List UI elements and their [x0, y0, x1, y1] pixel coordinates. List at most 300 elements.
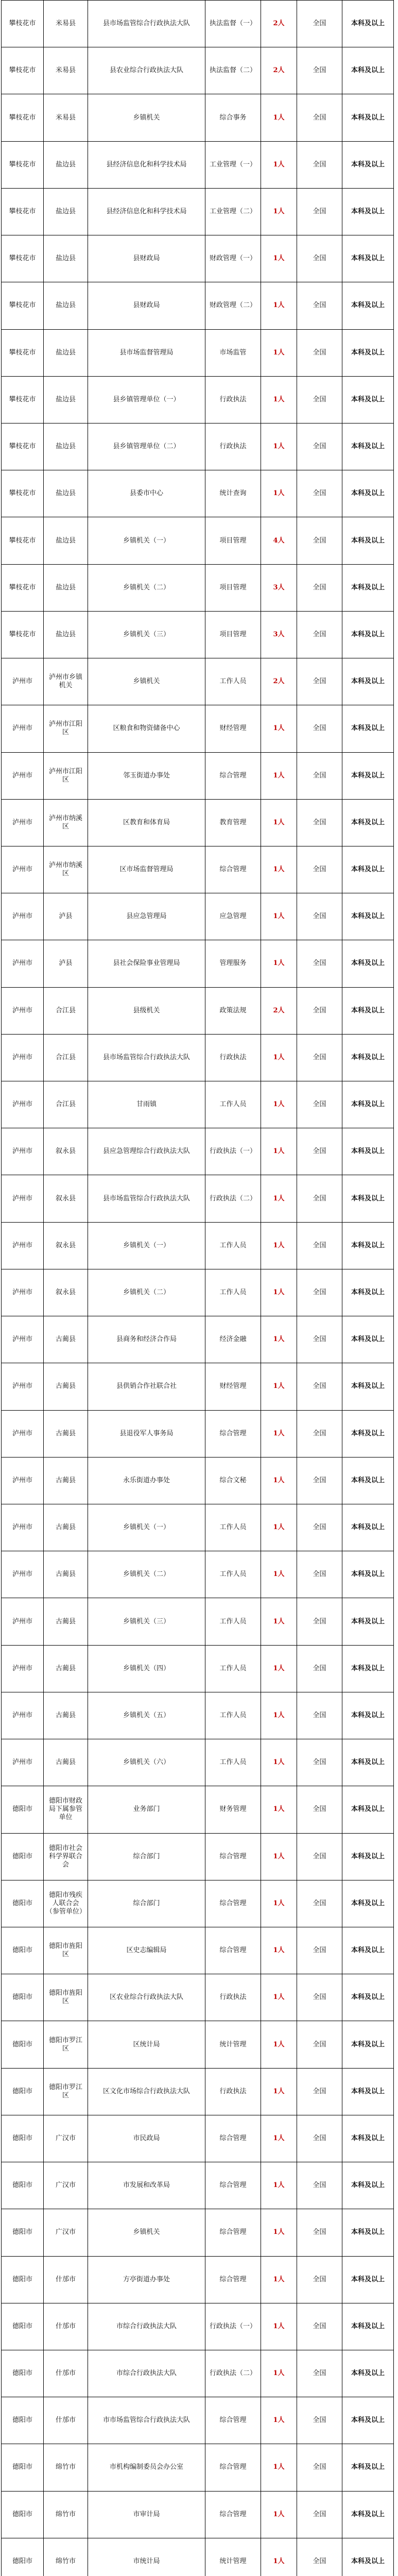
scope-cell: 全国: [297, 1034, 342, 1081]
district-cell: 合江县: [44, 1034, 88, 1081]
city-cell: 攀枝花市: [2, 94, 44, 141]
city-cell: 泸州市: [2, 940, 44, 987]
district-cell: 泸州市纳溪区: [44, 846, 88, 893]
position-cell: 综合管理: [205, 2491, 261, 2538]
table-row: [2, 1316, 394, 1363]
scope-cell: 全国: [297, 2256, 342, 2303]
unit-cell: 乡镇机关（三）: [88, 611, 205, 658]
unit-cell: 综合部门: [88, 1833, 205, 1880]
table-row: [2, 1457, 394, 1504]
city-cell: 德阳市: [2, 2444, 44, 2491]
count-cell: 1人: [261, 329, 297, 376]
unit-cell: 县市场监督管理局: [88, 329, 205, 376]
count-cell: 2人: [261, 658, 297, 705]
education-cell: 本科及以上: [342, 1222, 394, 1269]
count-cell: 1人: [261, 376, 297, 423]
education-cell: 本科及以上: [342, 282, 394, 329]
count-cell: 1人: [261, 1833, 297, 1880]
education-cell: 本科及以上: [342, 658, 394, 705]
unit-cell: 市机构编制委员会办公室: [88, 2444, 205, 2491]
district-cell: 古蔺县: [44, 1645, 88, 1692]
education-cell: 本科及以上: [342, 2444, 394, 2491]
count-cell: 4人: [261, 517, 297, 564]
education-cell: 本科及以上: [342, 2068, 394, 2115]
count-cell: 1人: [261, 1081, 297, 1128]
table-row: [2, 2115, 394, 2162]
scope-cell: 全国: [297, 188, 342, 235]
unit-cell: 县市场监管综合行政执法大队: [88, 1, 205, 47]
unit-cell: 乡镇机关（六）: [88, 1739, 205, 1786]
table-row: [2, 329, 394, 376]
district-cell: 泸州市江阳区: [44, 705, 88, 752]
city-cell: 攀枝花市: [2, 188, 44, 235]
scope-cell: 全国: [297, 2162, 342, 2209]
city-cell: 攀枝花市: [2, 282, 44, 329]
scope-cell: 全国: [297, 2397, 342, 2444]
district-cell: 泸县: [44, 940, 88, 987]
district-cell: 绵竹市: [44, 2491, 88, 2538]
district-cell: 广汉市: [44, 2162, 88, 2209]
district-cell: 德阳市旌阳区: [44, 1974, 88, 2021]
education-cell: 本科及以上: [342, 94, 394, 141]
unit-cell: 区统计局: [88, 2021, 205, 2068]
education-cell: 本科及以上: [342, 1410, 394, 1457]
count-cell: 1人: [261, 752, 297, 799]
district-cell: 盐边县: [44, 564, 88, 611]
scope-cell: 全国: [297, 1645, 342, 1692]
count-cell: 1人: [261, 1974, 297, 2021]
education-cell: 本科及以上: [342, 1786, 394, 1833]
unit-cell: 业务部门: [88, 1786, 205, 1833]
count-cell: 1人: [261, 2068, 297, 2115]
education-cell: 本科及以上: [342, 893, 394, 940]
table-row: [2, 658, 394, 705]
city-cell: 泸州市: [2, 1551, 44, 1598]
scope-cell: 全国: [297, 282, 342, 329]
count-cell: 1人: [261, 1222, 297, 1269]
count-cell: 1人: [261, 2397, 297, 2444]
count-cell: 1人: [261, 1316, 297, 1363]
district-cell: 合江县: [44, 1081, 88, 1128]
unit-cell: 区文化市场综合行政执法大队: [88, 2068, 205, 2115]
city-cell: 泸州市: [2, 1504, 44, 1551]
district-cell: 什邡市: [44, 2256, 88, 2303]
city-cell: 泸州市: [2, 799, 44, 846]
position-cell: 行政执法: [205, 423, 261, 470]
table-row: [2, 470, 394, 517]
position-cell: 综合管理: [205, 1410, 261, 1457]
unit-cell: 县委市中心: [88, 470, 205, 517]
scope-cell: 全国: [297, 799, 342, 846]
scope-cell: 全国: [297, 564, 342, 611]
scope-cell: 全国: [297, 1316, 342, 1363]
city-cell: 泸州市: [2, 1645, 44, 1692]
count-cell: 1人: [261, 2115, 297, 2162]
unit-cell: 市综合行政执法大队: [88, 2350, 205, 2397]
city-cell: 泸州市: [2, 1175, 44, 1222]
district-cell: 盐边县: [44, 376, 88, 423]
unit-cell: 市统计局: [88, 2538, 205, 2576]
city-cell: 泸州市: [2, 658, 44, 705]
unit-cell: 县级机关: [88, 987, 205, 1034]
scope-cell: 全国: [297, 987, 342, 1034]
count-cell: 2人: [261, 1, 297, 47]
city-cell: 德阳市: [2, 1927, 44, 1974]
scope-cell: 全国: [297, 141, 342, 188]
count-cell: 1人: [261, 2162, 297, 2209]
table-row: [2, 940, 394, 987]
table-row: [2, 1222, 394, 1269]
city-cell: 德阳市: [2, 2397, 44, 2444]
district-cell: 什邡市: [44, 2350, 88, 2397]
position-cell: 综合管理: [205, 2256, 261, 2303]
education-cell: 本科及以上: [342, 1833, 394, 1880]
education-cell: 本科及以上: [342, 846, 394, 893]
unit-cell: 甘雨镇: [88, 1081, 205, 1128]
scope-cell: 全国: [297, 470, 342, 517]
education-cell: 本科及以上: [342, 1598, 394, 1645]
scope-cell: 全国: [297, 1457, 342, 1504]
table-row: [2, 1927, 394, 1974]
district-cell: 叙永县: [44, 1269, 88, 1316]
city-cell: 泸州市: [2, 1222, 44, 1269]
table-row: [2, 1974, 394, 2021]
scope-cell: 全国: [297, 846, 342, 893]
count-cell: 3人: [261, 611, 297, 658]
education-cell: 本科及以上: [342, 423, 394, 470]
unit-cell: 县应急管理综合行政执法大队: [88, 1128, 205, 1175]
scope-cell: 全国: [297, 2303, 342, 2350]
scope-cell: 全国: [297, 517, 342, 564]
table-row: [2, 1175, 394, 1222]
education-cell: 本科及以上: [342, 1316, 394, 1363]
education-cell: 本科及以上: [342, 611, 394, 658]
unit-cell: 乡镇机关（二）: [88, 1269, 205, 1316]
position-cell: 综合管理: [205, 1833, 261, 1880]
unit-cell: 市综合行政执法大队: [88, 2303, 205, 2350]
table-row: [2, 2021, 394, 2068]
city-cell: 泸州市: [2, 1034, 44, 1081]
table-row: [2, 282, 394, 329]
city-cell: 德阳市: [2, 2068, 44, 2115]
unit-cell: 方亭街道办事处: [88, 2256, 205, 2303]
recruitment-table: [1, 0, 394, 2576]
unit-cell: 县乡镇管理单位（二）: [88, 423, 205, 470]
district-cell: 盐边县: [44, 188, 88, 235]
district-cell: 盐边县: [44, 517, 88, 564]
city-cell: 德阳市: [2, 2491, 44, 2538]
unit-cell: 县市场监管综合行政执法大队: [88, 1175, 205, 1222]
count-cell: 1人: [261, 1363, 297, 1410]
education-cell: 本科及以上: [342, 1457, 394, 1504]
education-cell: 本科及以上: [342, 2021, 394, 2068]
position-cell: 执法监督（二）: [205, 47, 261, 94]
position-cell: 统计查询: [205, 470, 261, 517]
position-cell: 综合管理: [205, 752, 261, 799]
count-cell: 1人: [261, 1410, 297, 1457]
city-cell: 泸州市: [2, 752, 44, 799]
table-row: [2, 987, 394, 1034]
education-cell: 本科及以上: [342, 2397, 394, 2444]
unit-cell: 县财政局: [88, 235, 205, 282]
position-cell: 财经管理: [205, 705, 261, 752]
position-cell: 统计管理: [205, 2538, 261, 2576]
education-cell: 本科及以上: [342, 329, 394, 376]
table-row: [2, 1504, 394, 1551]
position-cell: 市场监管: [205, 329, 261, 376]
city-cell: 泸州市: [2, 1739, 44, 1786]
position-cell: 综合管理: [205, 846, 261, 893]
count-cell: 1人: [261, 2538, 297, 2576]
district-cell: 绵竹市: [44, 2444, 88, 2491]
scope-cell: 全国: [297, 235, 342, 282]
city-cell: 德阳市: [2, 2209, 44, 2256]
count-cell: 1人: [261, 2209, 297, 2256]
unit-cell: 邻玉街道办事处: [88, 752, 205, 799]
table-row: [2, 1645, 394, 1692]
unit-cell: 县乡镇管理单位（一）: [88, 376, 205, 423]
unit-cell: 乡镇机关: [88, 2209, 205, 2256]
position-cell: 财经管理: [205, 1363, 261, 1410]
district-cell: 叙永县: [44, 1175, 88, 1222]
position-cell: 教育管理: [205, 799, 261, 846]
unit-cell: 综合部门: [88, 1880, 205, 1927]
district-cell: 米易县: [44, 94, 88, 141]
count-cell: 3人: [261, 564, 297, 611]
district-cell: 德阳市财政局下属参管单位: [44, 1786, 88, 1833]
count-cell: 1人: [261, 1457, 297, 1504]
district-cell: 盐边县: [44, 423, 88, 470]
table-row: [2, 1, 394, 47]
education-cell: 本科及以上: [342, 235, 394, 282]
position-cell: 行政执法（一）: [205, 1128, 261, 1175]
position-cell: 综合文秘: [205, 1457, 261, 1504]
scope-cell: 全国: [297, 1175, 342, 1222]
district-cell: 广汉市: [44, 2209, 88, 2256]
position-cell: 行政执法（二）: [205, 1175, 261, 1222]
count-cell: 1人: [261, 705, 297, 752]
city-cell: 泸州市: [2, 705, 44, 752]
table-row: [2, 1739, 394, 1786]
table-row: [2, 188, 394, 235]
table-row: [2, 893, 394, 940]
position-cell: 工作人员: [205, 1081, 261, 1128]
position-cell: 行政执法: [205, 2068, 261, 2115]
district-cell: 盐边县: [44, 470, 88, 517]
position-cell: 财政管理（二）: [205, 282, 261, 329]
city-cell: 德阳市: [2, 2162, 44, 2209]
education-cell: 本科及以上: [342, 2538, 394, 2576]
count-cell: 1人: [261, 846, 297, 893]
position-cell: 综合管理: [205, 1880, 261, 1927]
unit-cell: 县应急管理局: [88, 893, 205, 940]
count-cell: 1人: [261, 1927, 297, 1974]
district-cell: 古蔺县: [44, 1504, 88, 1551]
count-cell: 1人: [261, 1269, 297, 1316]
table-row: [2, 2350, 394, 2397]
education-cell: 本科及以上: [342, 799, 394, 846]
district-cell: 广汉市: [44, 2115, 88, 2162]
city-cell: 攀枝花市: [2, 329, 44, 376]
position-cell: 项目管理: [205, 517, 261, 564]
count-cell: 1人: [261, 2256, 297, 2303]
district-cell: 古蔺县: [44, 1457, 88, 1504]
scope-cell: 全国: [297, 2538, 342, 2576]
city-cell: 泸州市: [2, 1128, 44, 1175]
scope-cell: 全国: [297, 940, 342, 987]
table-row: [2, 1034, 394, 1081]
count-cell: 1人: [261, 1739, 297, 1786]
city-cell: 攀枝花市: [2, 141, 44, 188]
district-cell: 什邡市: [44, 2303, 88, 2350]
scope-cell: 全国: [297, 47, 342, 94]
count-cell: 1人: [261, 1034, 297, 1081]
city-cell: 德阳市: [2, 2350, 44, 2397]
education-cell: 本科及以上: [342, 1034, 394, 1081]
unit-cell: 乡镇机关: [88, 658, 205, 705]
district-cell: 德阳市罗江区: [44, 2021, 88, 2068]
city-cell: 泸州市: [2, 893, 44, 940]
education-cell: 本科及以上: [342, 470, 394, 517]
district-cell: 盐边县: [44, 141, 88, 188]
position-cell: 统计管理: [205, 2021, 261, 2068]
position-cell: 管理服务: [205, 940, 261, 987]
education-cell: 本科及以上: [342, 1692, 394, 1739]
count-cell: 1人: [261, 1175, 297, 1222]
city-cell: 德阳市: [2, 1974, 44, 2021]
education-cell: 本科及以上: [342, 1880, 394, 1927]
education-cell: 本科及以上: [342, 517, 394, 564]
table-row: [2, 799, 394, 846]
table-body: [2, 1, 394, 2576]
table-row: [2, 423, 394, 470]
position-cell: 行政执法: [205, 1974, 261, 2021]
district-cell: 德阳市社会科学界联合会: [44, 1833, 88, 1880]
city-cell: 泸州市: [2, 846, 44, 893]
scope-cell: 全国: [297, 1927, 342, 1974]
position-cell: 工作人员: [205, 1222, 261, 1269]
unit-cell: 乡镇机关（二）: [88, 1551, 205, 1598]
position-cell: 综合管理: [205, 2115, 261, 2162]
count-cell: 1人: [261, 2491, 297, 2538]
education-cell: 本科及以上: [342, 188, 394, 235]
table-row: [2, 564, 394, 611]
count-cell: 1人: [261, 1128, 297, 1175]
district-cell: 古蔺县: [44, 1598, 88, 1645]
unit-cell: 县社会保险事业管理局: [88, 940, 205, 987]
district-cell: 泸县: [44, 893, 88, 940]
city-cell: 泸州市: [2, 1598, 44, 1645]
city-cell: 泸州市: [2, 1316, 44, 1363]
education-cell: 本科及以上: [342, 2209, 394, 2256]
table-row: [2, 1833, 394, 1880]
city-cell: 攀枝花市: [2, 470, 44, 517]
scope-cell: 全国: [297, 1833, 342, 1880]
scope-cell: 全国: [297, 705, 342, 752]
table-row: [2, 1363, 394, 1410]
count-cell: 1人: [261, 1645, 297, 1692]
city-cell: 攀枝花市: [2, 517, 44, 564]
unit-cell: 县供销合作社联合社: [88, 1363, 205, 1410]
scope-cell: 全国: [297, 1598, 342, 1645]
unit-cell: 区史志编辑局: [88, 1927, 205, 1974]
district-cell: 叙永县: [44, 1222, 88, 1269]
education-cell: 本科及以上: [342, 2303, 394, 2350]
table-row: [2, 1880, 394, 1927]
table-row: [2, 1692, 394, 1739]
scope-cell: 全国: [297, 1504, 342, 1551]
count-cell: 1人: [261, 423, 297, 470]
position-cell: 行政执法（一）: [205, 2303, 261, 2350]
position-cell: 应急管理: [205, 893, 261, 940]
unit-cell: 县市场监管综合行政执法大队: [88, 1034, 205, 1081]
unit-cell: 区农业综合行政执法大队: [88, 1974, 205, 2021]
district-cell: 米易县: [44, 47, 88, 94]
unit-cell: 县商务和经济合作局: [88, 1316, 205, 1363]
unit-cell: 乡镇机关（一）: [88, 1504, 205, 1551]
unit-cell: 区教育和体育局: [88, 799, 205, 846]
scope-cell: 全国: [297, 94, 342, 141]
table-row: [2, 235, 394, 282]
scope-cell: 全国: [297, 1786, 342, 1833]
count-cell: 1人: [261, 1786, 297, 1833]
scope-cell: 全国: [297, 1739, 342, 1786]
education-cell: 本科及以上: [342, 1175, 394, 1222]
position-cell: 综合管理: [205, 2209, 261, 2256]
unit-cell: 县财政局: [88, 282, 205, 329]
education-cell: 本科及以上: [342, 1, 394, 47]
scope-cell: 全国: [297, 2491, 342, 2538]
city-cell: 攀枝花市: [2, 47, 44, 94]
scope-cell: 全国: [297, 1222, 342, 1269]
district-cell: 什邡市: [44, 2397, 88, 2444]
position-cell: 工业管理（二）: [205, 188, 261, 235]
city-cell: 泸州市: [2, 1081, 44, 1128]
table-row: [2, 752, 394, 799]
district-cell: 德阳市旌阳区: [44, 1927, 88, 1974]
scope-cell: 全国: [297, 376, 342, 423]
unit-cell: 乡镇机关: [88, 94, 205, 141]
table-row: [2, 517, 394, 564]
table-row: [2, 2303, 394, 2350]
position-cell: 工作人员: [205, 1269, 261, 1316]
district-cell: 古蔺县: [44, 1551, 88, 1598]
table-row: [2, 1598, 394, 1645]
table-row: [2, 141, 394, 188]
position-cell: 行政执法（二）: [205, 2350, 261, 2397]
count-cell: 1人: [261, 94, 297, 141]
city-cell: 德阳市: [2, 2021, 44, 2068]
scope-cell: 全国: [297, 2115, 342, 2162]
unit-cell: 县经济信息化和科学技术局: [88, 188, 205, 235]
position-cell: 政策法规: [205, 987, 261, 1034]
count-cell: 1人: [261, 235, 297, 282]
district-cell: 盐边县: [44, 235, 88, 282]
district-cell: 泸州市乡镇机关: [44, 658, 88, 705]
unit-cell: 市审计局: [88, 2491, 205, 2538]
education-cell: 本科及以上: [342, 376, 394, 423]
scope-cell: 全国: [297, 1551, 342, 1598]
city-cell: 攀枝花市: [2, 423, 44, 470]
education-cell: 本科及以上: [342, 1081, 394, 1128]
scope-cell: 全国: [297, 893, 342, 940]
district-cell: 古蔺县: [44, 1316, 88, 1363]
position-cell: 经济金融: [205, 1316, 261, 1363]
table-row: [2, 2397, 394, 2444]
table-row: [2, 2068, 394, 2115]
district-cell: 古蔺县: [44, 1363, 88, 1410]
table-row: [2, 1410, 394, 1457]
